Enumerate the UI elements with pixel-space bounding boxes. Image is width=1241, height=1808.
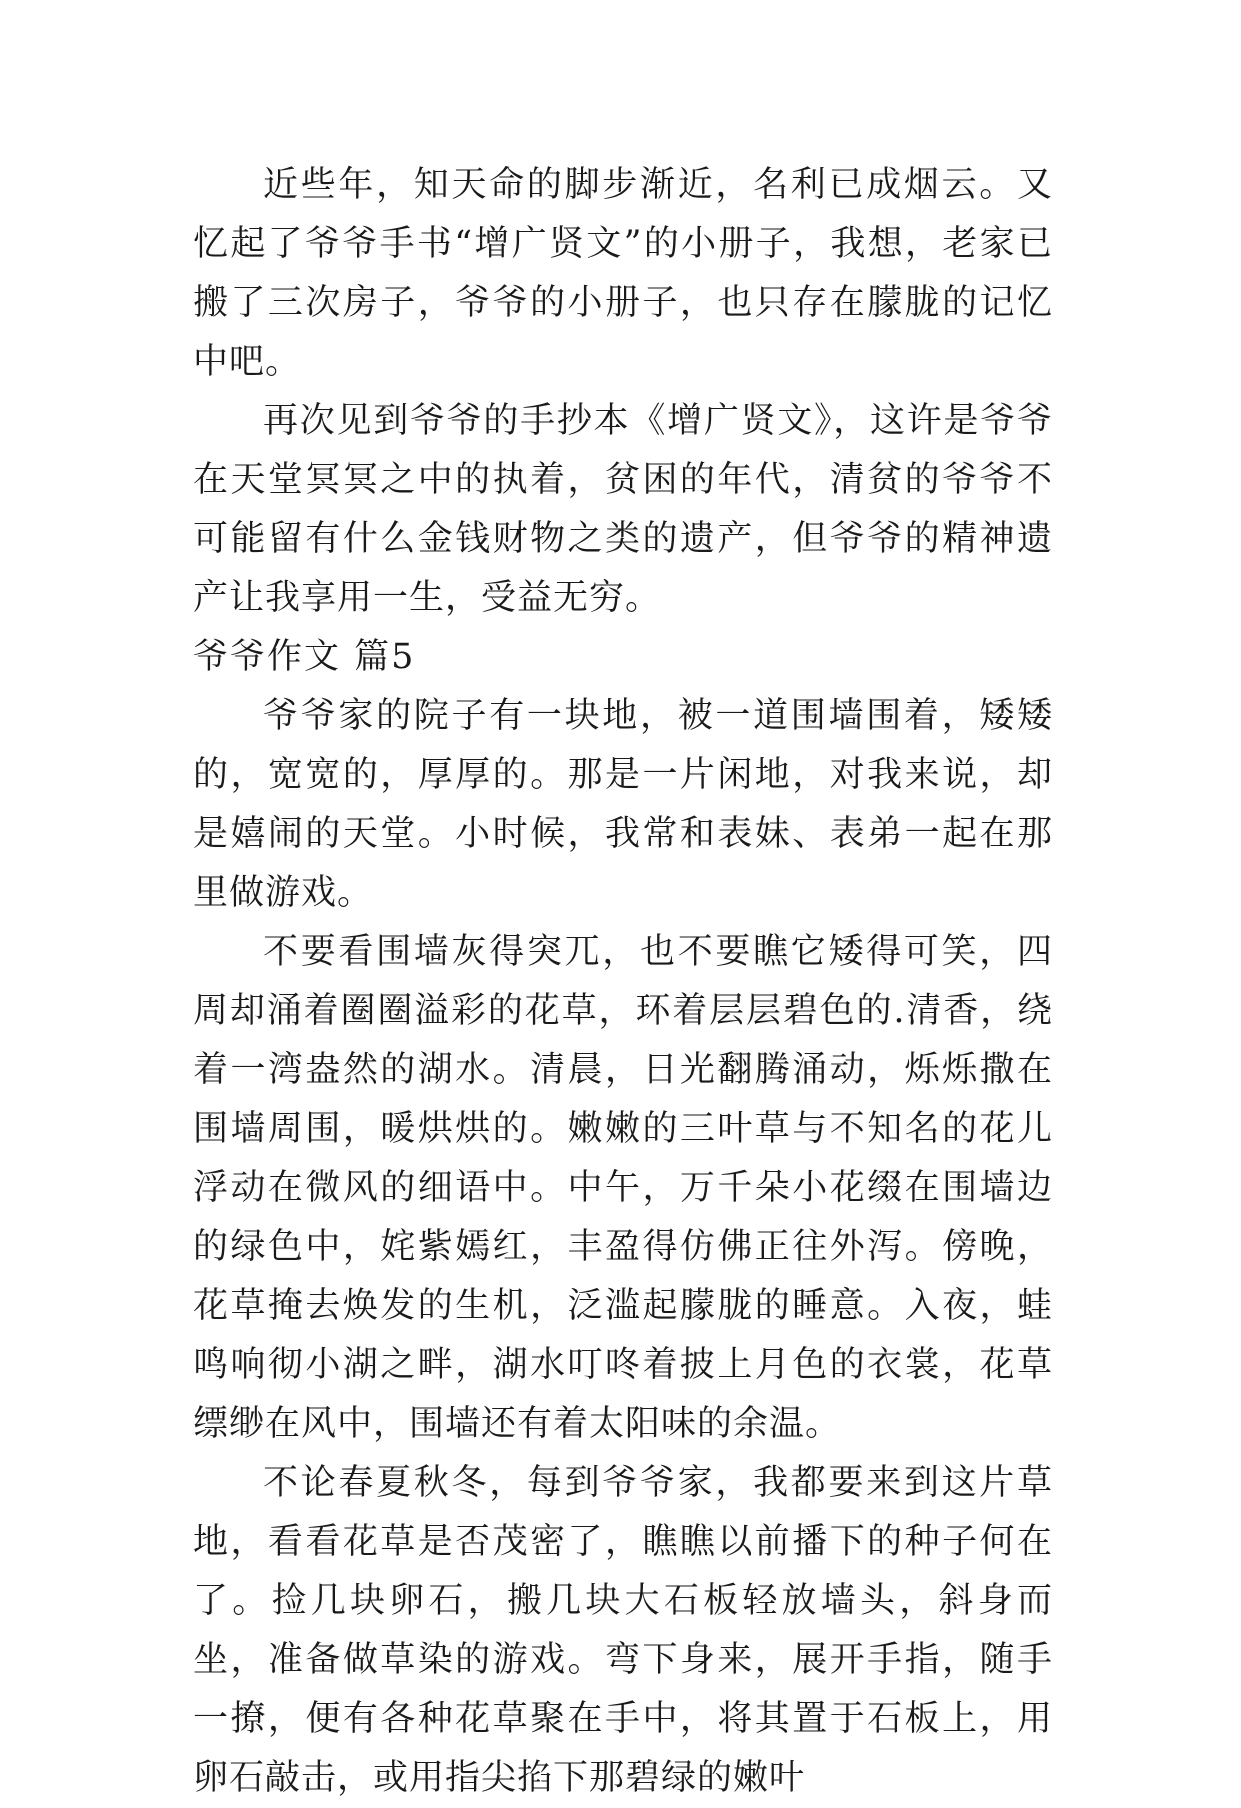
paragraph: 不要看围墙灰得突兀，也不要瞧它矮得可笑，四周却涌着圈圈溢彩的花草，环着层层碧色的.清香，绕着一湾盎然的湖水。清晨，日光翻腾涌动，烁烁撒在围墙周围，暖烘烘的。嫩嫩的三叶草与不知名的花儿浮动在微风的细语中。中午，万千朵小花缀在围墙边的绿色中，姹紫嫣红，丰盈得仿佛正往外泻。傍晚，花草掩去焕发的生机，泛滥起朦胧的睡意。入夜，蛙鸣响彻小湖之畔，湖水叮咚着披上月色的衣裳，花草缥缈在风中，围墙还有着太阳味的余温。: [193, 932, 1053, 1444]
section-heading: 爷爷作文 篇5: [193, 637, 416, 677]
paragraph: 爷爷家的院子有一块地，被一道围墙围着，矮矮的，宽宽的，厚厚的。那是一片闲地，对我来说，却是嬉闹的天堂。小时候，我常和表妹、表弟一起在那里做游戏。: [193, 696, 1053, 913]
document-body: [193, 156, 1053, 1808]
paragraph: 近些年，知天命的脚步渐近，名利已成烟云。又忆起了爷爷手书“增广贤文”的小册子，我想，老家已搬了三次房子，爷爷的小册子，也只存在朦胧的记忆中吧。: [193, 165, 1053, 382]
paragraph: 再次见到爷爷的手抄本《增广贤文》，这许是爷爷在天堂冥冥之中的执着，贫困的年代，清贫的爷爷不可能留有什么金钱财物之类的遗产，但爷爷的精神遗产让我享用一生，受益无穷。: [193, 401, 1053, 618]
paragraph: 不论春夏秋冬，每到爷爷家，我都要来到这片草地，看看花草是否茂密了，瞧瞧以前播下的种子何在了。捡几块卵石，搬几块大石板轻放墙头，斜身而坐，准备做草染的游戏。弯下身来，展开手指，随手一撩，便有各种花草聚在手中，将其置于石板上，用卵石敲击，或用指尖掐下那碧绿的嫩叶: [193, 1463, 1053, 1798]
